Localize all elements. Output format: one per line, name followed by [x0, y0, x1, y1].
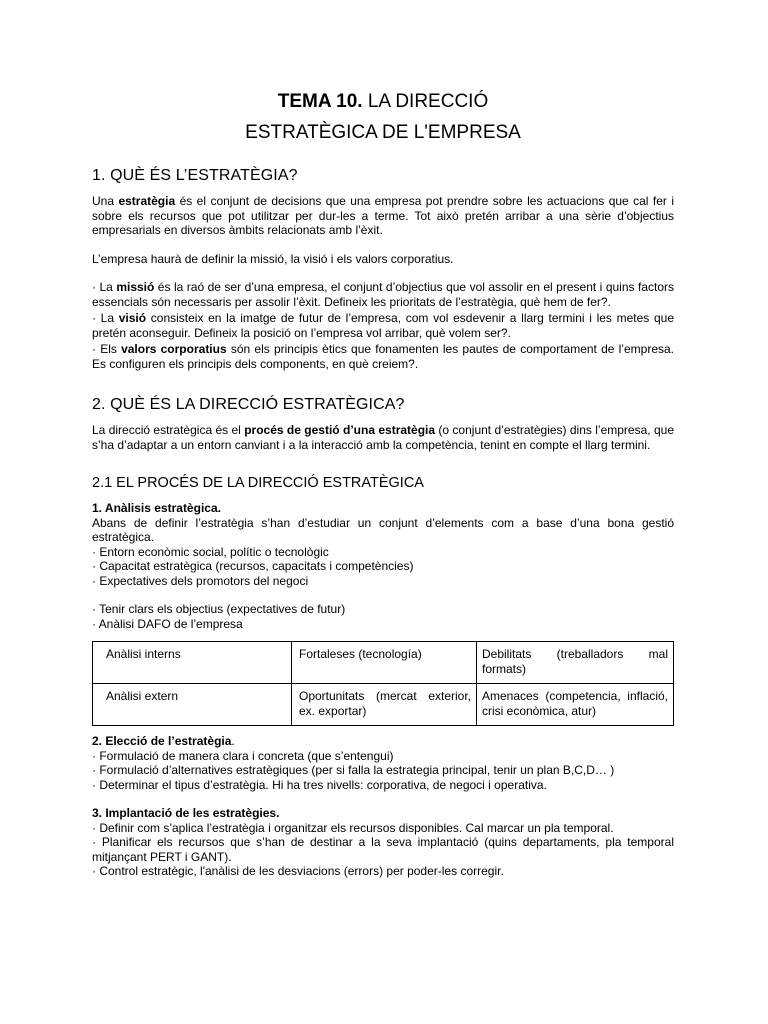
bold-term: estratègia: [118, 194, 176, 208]
text-run: La direcció estratègica és el: [92, 423, 245, 437]
section-2-heading: 2. QUÈ ÉS LA DIRECCIÓ ESTRATÈGICA?: [92, 396, 405, 413]
step-3-item: · Control estratègic, l'anàlisi de les desviacions (errors) per poder-les corregir.: [92, 864, 504, 878]
text-run: · La: [92, 280, 117, 294]
text-run: .: [231, 734, 235, 748]
text-run: és el conjunt de decisions que una empresa pot prendre sobre les actuacions que cal fer i sobre els recursos que pot utilitzar per dur-les a terme. Tot això pretén arribar a una sèrie d’objectius empresarials en diversos àmbits relacionats amb l’èxit.: [92, 194, 674, 237]
table-cell: Oportunitats (mercat exterior, ex. exportar): [292, 684, 477, 726]
text-run: Una: [92, 194, 119, 208]
table-cell: Amenaces (competencia, inflació, crisi econòmica, atur): [477, 684, 674, 726]
step-2-title: 2. Elecció de l’estratègia: [92, 734, 232, 748]
strategy-definition: [92, 194, 674, 238]
step-2-item: · Determinar el tipus d’estratègia. Hi ha tres nivells: corporativa, de negoci i operativa.: [92, 777, 547, 792]
strategic-direction-definition: [92, 423, 674, 452]
section-2-1-heading: 2.1 EL PROCÉS DE LA DIRECCIÓ ESTRATÈGICA: [92, 475, 424, 491]
dafo-table: [92, 641, 674, 726]
title-line-1-text: LA DIRECCIÓ: [362, 91, 489, 112]
table-cell: Debilitats (treballadors mal formats): [477, 642, 674, 684]
step-1-item: · Expectatives dels promotors del negoci: [92, 573, 309, 588]
values-paragraph: [92, 342, 674, 371]
step-3-item: · Planificar els recursos que s’han de destinar a la seva implantació (quins departaments, pla temporal mitjançant PERT i GANT).: [92, 835, 674, 864]
text-run: · Els: [92, 342, 122, 356]
text-run: consisteix en la imatge de futur de l’empresa, com vol esdevenir a llarg termini i les metes que pretén aconseguir. Defineix la posició on l’empresa vol arribar, què volem ser?.: [92, 311, 674, 340]
bold-term: missió: [116, 280, 155, 294]
step-3-item: · Definir com s’aplica l’estratègia i organitzar els recursos disponibles. Cal marcar un pla temporal.: [92, 820, 614, 835]
bold-term: visió: [118, 311, 147, 325]
bold-term: valors corporatius: [121, 342, 227, 356]
step-1-text: Abans de definir l’estratègia s’han d’estudiar un conjunt d’elements com a base d’una bona gestió estratègica.: [92, 515, 674, 544]
step-2-item: · Formulació de manera clara i concreta (que s’entengui): [92, 748, 394, 763]
title-line-1: [92, 86, 674, 117]
step-3-title: 3. Implantació de les estratègies.: [92, 806, 280, 820]
step-2-item: · Formulació d’alternatives estratègiques (per si falla la estrategia principal, tenir un plan B,C,D… ): [92, 763, 615, 777]
section-1-heading: 1. QUÈ ÉS L’ESTRATÈGIA?: [92, 167, 298, 184]
step-1-title: 1. Anàlisis estratègica.: [92, 501, 221, 515]
step-1-item: · Entorn econòmic social, polític o tecnològic: [92, 544, 329, 559]
step-1-item: · Tenir clars els objectius (expectatives de futur): [92, 602, 346, 616]
text-run: és la raó de ser d’una empresa, el conjunt d’objectius que vol assolir en el present i quins factors essencials són necessaris per assolir l’èxit. Defineix les prioritats de l’estratègia, què hem de fer?.: [92, 280, 674, 309]
text-run: · La: [92, 311, 119, 325]
mission-paragraph: [92, 280, 674, 309]
step-1-item: · Anàlisi DAFO de l’empresa: [92, 616, 243, 631]
bold-term: procés de gestió d’una estratègia: [244, 423, 436, 437]
document-title: [92, 86, 674, 148]
text-run: (o conjunt d’estratègies) dins l’empresa, que s’ha d’adaptar a un entorn canviant i a la interacció amb la competència, tenint en compte el llarg termini.: [92, 423, 674, 452]
title-line-2: ESTRATÈGICA DE L'EMPRESA: [245, 122, 521, 143]
table-cell: Fortaleses (tecnología): [292, 642, 477, 684]
title-topic-number: TEMA 10.: [277, 91, 363, 112]
vision-paragraph: [92, 311, 674, 340]
definition-intro: L’empresa haurà de definir la missió, la visió i els valors corporatius.: [92, 251, 454, 266]
table-cell: Anàlisi extern: [93, 684, 292, 726]
step-1-item: · Capacitat estratègica (recursos, capacitats i competències): [92, 559, 414, 573]
table-row: [93, 642, 674, 684]
step-2-heading: [92, 734, 674, 749]
table-cell: Anàlisi interns: [93, 642, 292, 684]
table-row: [93, 684, 674, 726]
text-run: són els principis ètics que fonamenten les pautes de comportament de l’empresa. Es configuren els principis dels components, en què creiem?.: [92, 342, 674, 371]
